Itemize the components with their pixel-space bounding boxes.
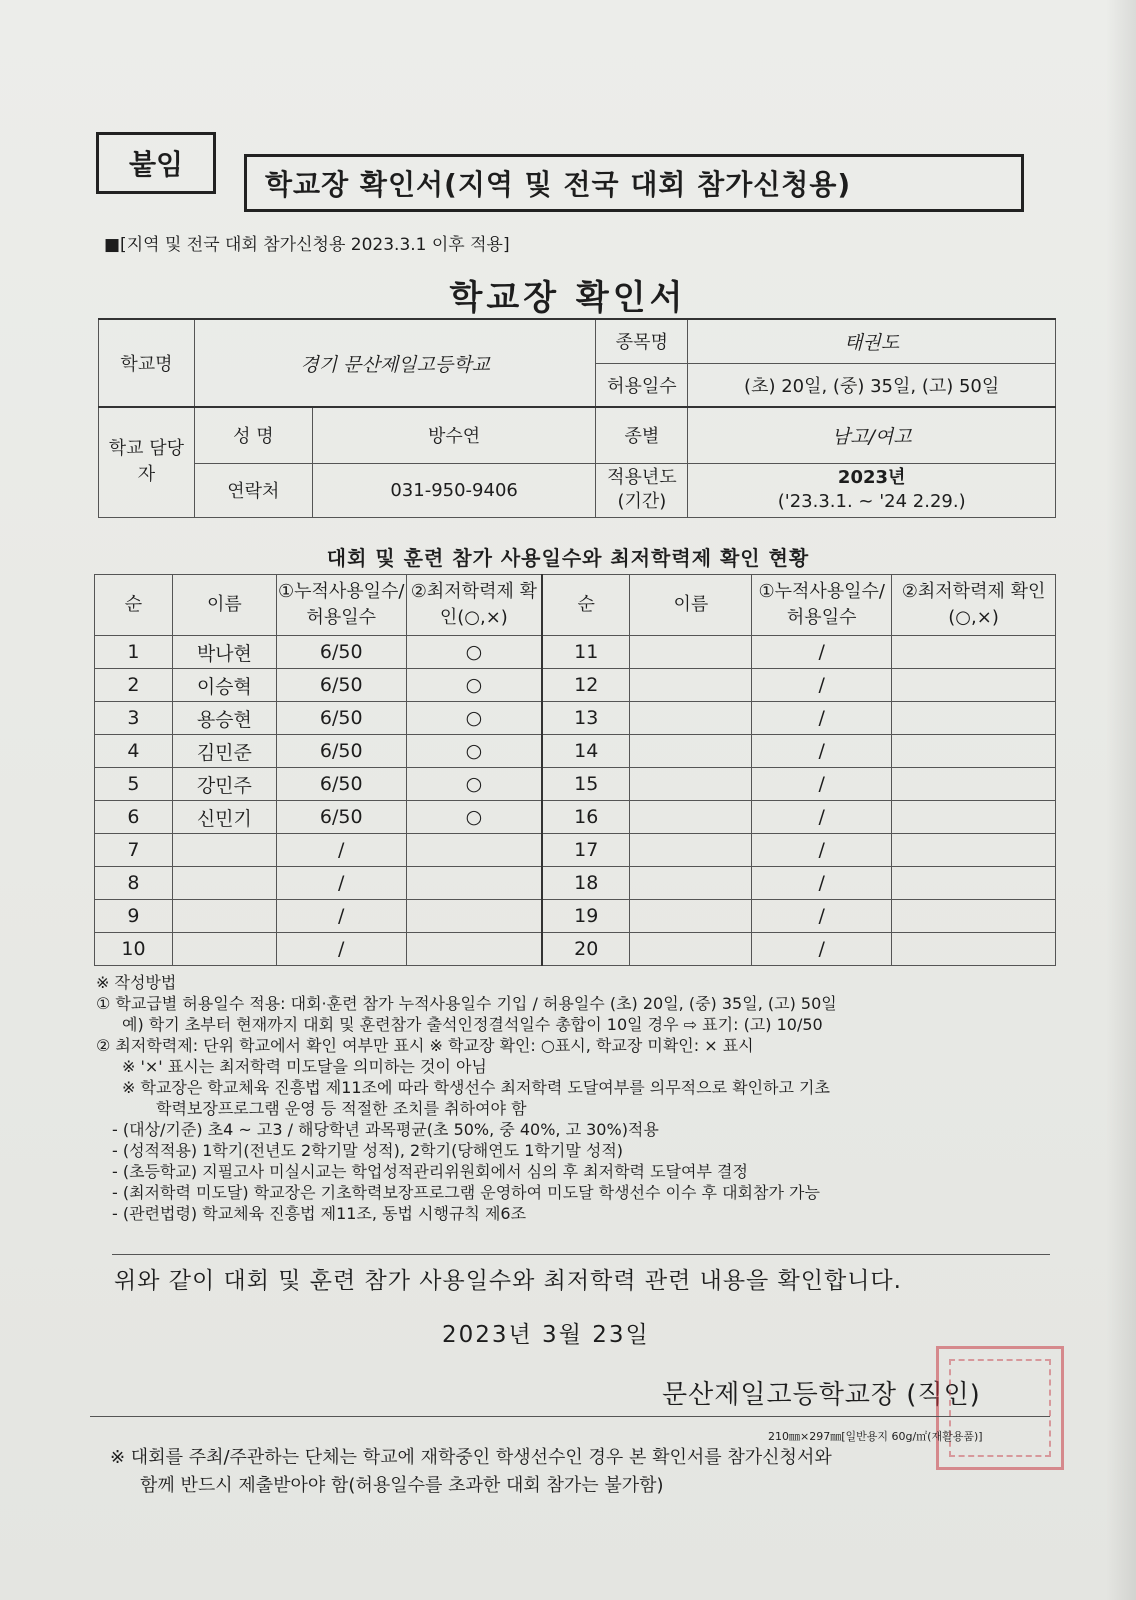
school-value: 경기 문산제일고등학교 <box>194 319 596 407</box>
row-number: 2 <box>95 669 173 702</box>
note-line: - (관련법령) 학교체육 진흥법 제11조, 동법 시행규칙 제6조 <box>112 1204 527 1223</box>
days-used: / <box>752 735 892 768</box>
main-title: 학교장 확인서 <box>449 278 687 318</box>
divider <box>112 1254 1050 1255</box>
footer-line: ※ 대회를 주최/주관하는 단체는 학교에 재학중인 학생선수인 경우 본 확인서를 참가신청서와 <box>110 1447 832 1468</box>
days-used: / <box>752 801 892 834</box>
note-line: - (대상/기준) 초4 ~ 고3 / 해당학년 과목평균(초 50%, 중 40%, 고 30%)적용 <box>112 1120 659 1139</box>
student-name <box>630 735 752 768</box>
school-label: 학교명 <box>99 319 195 407</box>
student-name: 이승혁 <box>172 669 276 702</box>
header-title: 학교장 확인서(지역 및 전국 대회 참가신청용) <box>244 154 1024 212</box>
student-name: 용승현 <box>172 702 276 735</box>
applicability-note: ■[지역 및 전국 대회 참가신청용 2023.3.1 이후 적용] <box>104 235 510 255</box>
days-used: 6/50 <box>276 636 406 669</box>
academic-check <box>892 867 1056 900</box>
attachment-badge: 붙임 <box>96 132 216 194</box>
category-label: 종별 <box>596 407 688 463</box>
student-name <box>172 933 276 966</box>
name-value: 방수연 <box>312 407 596 463</box>
days-used: / <box>752 834 892 867</box>
row-number: 20 <box>542 933 630 966</box>
student-name <box>630 768 752 801</box>
year-label: 적용년도 (기간) <box>596 463 688 517</box>
days-used: 6/50 <box>276 669 406 702</box>
row-number: 12 <box>542 669 630 702</box>
student-name: 강민주 <box>172 768 276 801</box>
header-name-left: 이름 <box>172 575 276 636</box>
note-line: ※ 작성방법 <box>96 973 177 992</box>
days-used: / <box>752 702 892 735</box>
student-name <box>630 669 752 702</box>
header-name-right: 이름 <box>630 575 752 636</box>
event-label: 종목명 <box>596 319 688 363</box>
academic-check <box>892 768 1056 801</box>
table-row <box>95 933 1056 966</box>
note-line: ※ 학교장은 학교체육 진흥법 제11조에 따라 학생선수 최저학력 도달여부를 의무적으로 확인하고 기초 <box>122 1078 830 1097</box>
issue-date: 2023년 3월 23일 <box>442 1322 650 1348</box>
note-line: ※ '×' 표시는 최저학력 미도달을 의미하는 것이 아님 <box>122 1057 487 1076</box>
row-number: 9 <box>95 900 173 933</box>
principal-signature: 문산제일고등학교장 (직인) <box>662 1380 981 1410</box>
row-number: 19 <box>542 900 630 933</box>
days-used: 6/50 <box>276 768 406 801</box>
name-label: 성 명 <box>194 407 312 463</box>
row-number: 18 <box>542 867 630 900</box>
student-name: 김민준 <box>172 735 276 768</box>
footer-note <box>110 1444 1050 1500</box>
allowed-days-label: 허용일수 <box>596 363 688 407</box>
table-row <box>95 801 1056 834</box>
row-number: 6 <box>95 801 173 834</box>
note-line: 학력보장프로그램 운영 등 적절한 조치를 취하여야 함 <box>156 1099 527 1118</box>
contact-label: 연락처 <box>194 463 312 517</box>
days-used: 6/50 <box>276 735 406 768</box>
row-number: 4 <box>95 735 173 768</box>
note-line: - (초등학교) 지필고사 미실시교는 학업성적관리위원회에서 심의 후 최저학력 도달여부 결정 <box>112 1162 748 1181</box>
days-used: / <box>752 636 892 669</box>
student-name <box>630 834 752 867</box>
row-number: 8 <box>95 867 173 900</box>
days-used: / <box>276 933 406 966</box>
academic-check <box>406 900 542 933</box>
header-no-left: 순 <box>95 575 173 636</box>
contact-value: 031-950-9406 <box>312 463 596 517</box>
days-used: / <box>752 900 892 933</box>
table-row <box>95 834 1056 867</box>
academic-check <box>406 933 542 966</box>
academic-check <box>892 669 1056 702</box>
year-value: 2023년 <box>837 467 906 488</box>
table-row <box>95 735 1056 768</box>
year-cell <box>688 463 1056 517</box>
note-line: - (성적적용) 1학기(전년도 2학기말 성적), 2학기(당해연도 1학기말 성적) <box>112 1141 624 1160</box>
header-check-right: ②최저학력제 확인(○,×) <box>892 575 1056 636</box>
academic-check <box>406 867 542 900</box>
confirmation-statement: 위와 같이 대회 및 훈련 참가 사용일수와 최저학력 관련 내용을 확인합니다. <box>114 1268 902 1294</box>
table-row <box>95 669 1056 702</box>
table-row <box>95 768 1056 801</box>
days-used: / <box>752 768 892 801</box>
divider <box>90 1416 1050 1417</box>
header-check-left: ②최저학력제 확인(○,×) <box>406 575 542 636</box>
academic-check: ○ <box>406 801 542 834</box>
row-number: 14 <box>542 735 630 768</box>
student-name <box>630 636 752 669</box>
note-line: ① 학교급별 허용일수 적용: 대회·훈련 참가 누적사용일수 기입 / 허용일수 (초) 20일, (중) 35일, (고) 50일 <box>96 994 837 1013</box>
student-name: 박나현 <box>172 636 276 669</box>
row-number: 11 <box>542 636 630 669</box>
days-used: / <box>276 900 406 933</box>
row-number: 15 <box>542 768 630 801</box>
header-days-left: ①누적사용일수/허용일수 <box>276 575 406 636</box>
academic-check <box>406 834 542 867</box>
note-line: 예) 학기 초부터 현재까지 대회 및 훈련참가 출석인정결석일수 총합이 10일 경우 ⇨ 표기: (고) 10/50 <box>122 1015 823 1034</box>
row-number: 10 <box>95 933 173 966</box>
row-number: 7 <box>95 834 173 867</box>
days-used: / <box>752 933 892 966</box>
header-days-right: ①누적사용일수/허용일수 <box>752 575 892 636</box>
note-line: - (최저학력 미도달) 학교장은 기초학력보장프로그램 운영하여 미도달 학생선수 이수 후 대회참가 가능 <box>112 1183 820 1202</box>
student-name <box>630 933 752 966</box>
table-row <box>95 636 1056 669</box>
academic-check <box>892 735 1056 768</box>
page-edge-shadow <box>1106 0 1136 1600</box>
row-number: 3 <box>95 702 173 735</box>
row-number: 1 <box>95 636 173 669</box>
instructions <box>96 972 1056 1224</box>
student-name <box>630 867 752 900</box>
table-row <box>95 702 1056 735</box>
section-title: 대회 및 훈련 참가 사용일수와 최저학력제 확인 현황 <box>326 546 810 570</box>
academic-check <box>892 636 1056 669</box>
row-number: 16 <box>542 801 630 834</box>
student-name <box>630 801 752 834</box>
category-value: 남고/여고 <box>688 407 1056 463</box>
days-used: / <box>276 867 406 900</box>
academic-check <box>892 834 1056 867</box>
allowed-days-value: (초) 20일, (중) 35일, (고) 50일 <box>688 363 1056 407</box>
days-used: / <box>276 834 406 867</box>
row-number: 13 <box>542 702 630 735</box>
academic-check <box>892 702 1056 735</box>
event-value: 태권도 <box>688 319 1056 363</box>
paper-spec: 210㎜×297㎜[일반용지 60g/㎡(재활용품)] <box>768 1430 983 1443</box>
days-used: / <box>752 669 892 702</box>
academic-check <box>892 801 1056 834</box>
period-value: ('23.3.1. ~ '24 2.29.) <box>777 491 966 512</box>
student-name: 신민기 <box>172 801 276 834</box>
academic-check <box>892 933 1056 966</box>
days-used: / <box>752 867 892 900</box>
student-name <box>630 702 752 735</box>
table-row <box>95 900 1056 933</box>
academic-check: ○ <box>406 702 542 735</box>
usage-table <box>94 574 1056 966</box>
student-name <box>630 900 752 933</box>
usage-table-body <box>95 636 1056 966</box>
table-row <box>95 867 1056 900</box>
academic-check: ○ <box>406 768 542 801</box>
note-line: ② 최저학력제: 단위 학교에서 확인 여부만 표시 ※ 학교장 확인: ○표시, 학교장 미확인: × 표시 <box>96 1036 754 1055</box>
info-table <box>98 318 1056 518</box>
academic-check: ○ <box>406 669 542 702</box>
days-used: 6/50 <box>276 801 406 834</box>
footer-line: 함께 반드시 제출받아야 함(허용일수를 초과한 대회 참가는 불가함) <box>140 1475 664 1496</box>
student-name <box>172 867 276 900</box>
student-name <box>172 900 276 933</box>
header-no-right: 순 <box>542 575 630 636</box>
academic-check: ○ <box>406 735 542 768</box>
row-number: 5 <box>95 768 173 801</box>
student-name <box>172 834 276 867</box>
staff-label: 학교 담당자 <box>99 407 195 517</box>
academic-check <box>892 900 1056 933</box>
days-used: 6/50 <box>276 702 406 735</box>
academic-check: ○ <box>406 636 542 669</box>
row-number: 17 <box>542 834 630 867</box>
